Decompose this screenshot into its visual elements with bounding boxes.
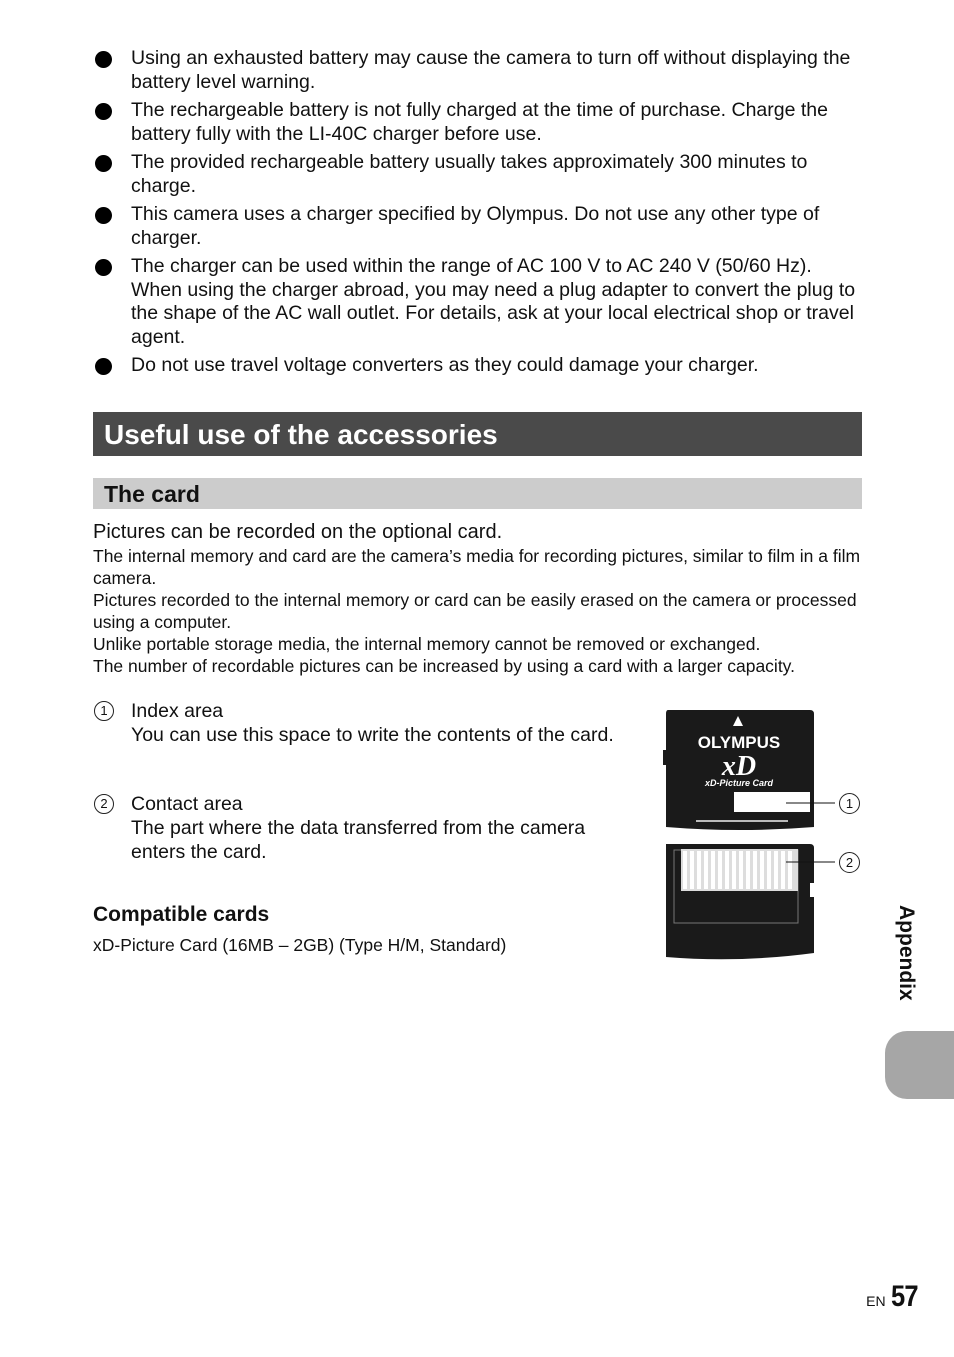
xd-logo-text: xD [721,751,757,782]
contact-area-item [93,792,633,864]
callout-1: 1 [839,793,860,814]
bullet-icon [95,259,112,276]
xd-card-diagram [660,705,870,970]
bullet-icon [95,103,112,120]
language-label: EN [866,1293,886,1309]
paragraph: The internal memory and card are the camera’s media for recording pictures, similar to film in a film camera. [93,546,861,588]
list-item: The rechargeable battery is not fully charged at the time of purchase. Charge the battery fully with the LI-40C charger before use. [93,99,863,146]
list-item: The provided rechargeable battery usually takes approximately 300 minutes to charge. [93,151,863,198]
list-item: Using an exhausted battery may cause the camera to turn off without displaying the battery level warning. [93,47,863,94]
compatible-cards-text: xD-Picture Card (16MB – 2GB) (Type H/M, Standard) [93,935,507,955]
bullet-icon [95,155,112,172]
body-paragraphs [93,545,883,677]
item-description: The part where the data transferred from the camera enters the card. [131,817,586,863]
page-number: 57 [890,1280,918,1313]
bullet-icon [95,358,112,375]
battery-notes-list [93,47,863,383]
item-title: Contact area [131,793,243,815]
compatible-cards-title: Compatible cards [93,903,270,926]
list-item: This camera uses a charger specified by Olympus. Do not use any other type of charger. [93,203,863,250]
section-header [93,412,862,456]
page-footer [866,1280,922,1314]
paragraph: Unlike portable storage media, the internal memory cannot be removed or exchanged. [93,634,761,654]
callout-2: 2 [839,852,860,873]
section-title: Useful use of the accessories [104,419,498,450]
number-badge: 1 [94,701,114,721]
intro-text: Pictures can be recorded on the optional card. [93,521,503,543]
bullet-icon [95,207,112,224]
index-area-label [734,792,810,812]
subsection-header [93,478,862,509]
paragraph: Pictures recorded to the internal memory or card can be easily erased on the camera or processed using a computer. [93,590,857,632]
index-area-item [93,699,653,747]
number-badge: 2 [94,794,114,814]
list-item: Do not use travel voltage converters as they could damage your charger. [93,354,863,378]
xd-card-illustration [660,705,870,970]
subsection-title: The card [104,481,200,507]
card-caption-text: xD-Picture Card [704,778,774,788]
paragraph: The number of recordable pictures can be increased by using a card with a larger capacity. [93,656,795,676]
bullet-icon [95,51,112,68]
list-item: The charger can be used within the range of AC 100 V to AC 240 V (50/60 Hz). When using the charger abroad, you may need a plug adapter to convert the plug to the shape of the AC wall outlet. For details, ask at your local electrical shop or travel agent. [93,255,863,349]
card-brand-text: OLYMPUS [697,733,781,752]
appendix-side-label: Appendix [895,905,918,1001]
item-description: You can use this space to write the contents of the card. [131,724,614,746]
item-title: Index area [131,700,224,722]
appendix-tab [885,1031,954,1099]
